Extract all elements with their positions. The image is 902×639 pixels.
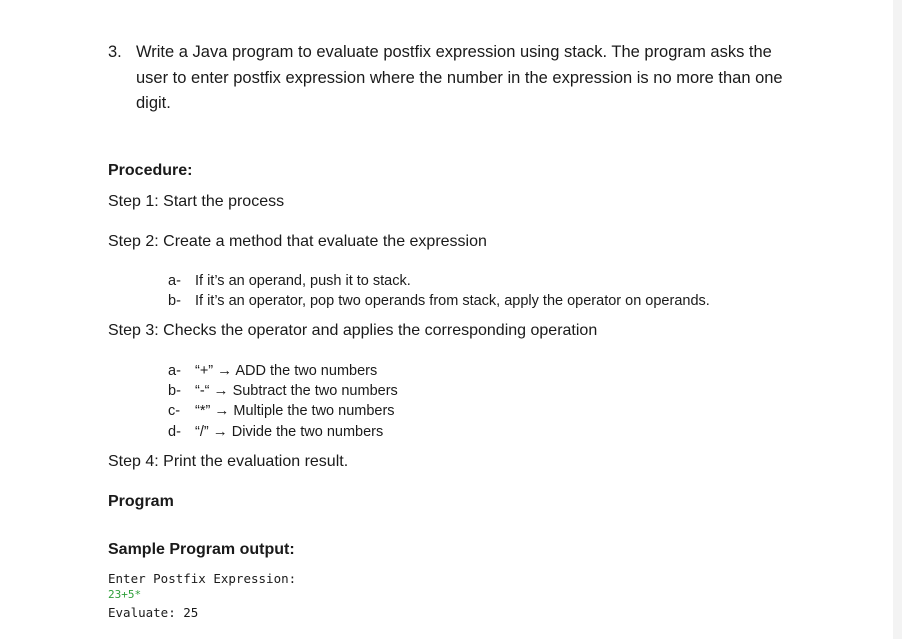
- operator: “+”: [195, 363, 214, 379]
- item-label: b-: [168, 383, 181, 399]
- item-text: Subtract the two numbers: [232, 383, 398, 399]
- question-3: [108, 40, 808, 117]
- arrow-right-icon: →: [212, 423, 228, 440]
- question-number: 3.: [108, 43, 122, 61]
- question-text: Write a Java program to evaluate postfix expression using stack. The program asks the user to enter postfix expression where the number in the expression is no more than one digit.: [136, 43, 783, 112]
- step-3-item-c: [168, 402, 395, 419]
- item-label: c-: [168, 403, 181, 419]
- item-text: ADD the two numbers: [235, 363, 378, 379]
- item-text: Multiple the two numbers: [233, 403, 395, 419]
- item-text: If it’s an operator, pop two operands from stack, apply the operator on operands.: [195, 293, 710, 309]
- step-4: Step 4: Print the evaluation result.: [108, 453, 349, 470]
- program-heading: Program: [108, 493, 174, 510]
- arrow-right-icon: →: [217, 362, 233, 379]
- console-input: 23+5*: [108, 588, 142, 601]
- sample-output-heading: Sample Program output:: [108, 541, 295, 558]
- arrow-right-icon: →: [213, 382, 229, 399]
- arrow-right-icon: →: [214, 402, 230, 419]
- procedure-heading: Procedure:: [108, 162, 193, 179]
- item-label: a-: [168, 273, 181, 289]
- step-2-item-b: [168, 293, 710, 309]
- step-2: Step 2: Create a method that evaluate the expression: [108, 233, 487, 250]
- item-text: Divide the two numbers: [231, 424, 384, 440]
- item-label: a-: [168, 363, 181, 379]
- step-3-item-a: [168, 362, 377, 379]
- item-label: b-: [168, 293, 181, 309]
- item-text: If it’s an operand, push it to stack.: [195, 273, 411, 289]
- operator: “-“: [195, 383, 210, 399]
- console-result: Evaluate: 25: [108, 605, 199, 620]
- operator: “/”: [195, 424, 209, 440]
- console-prompt: Enter Postfix Expression:: [108, 571, 297, 586]
- step-1: Step 1: Start the process: [108, 193, 285, 210]
- item-label: d-: [168, 424, 181, 440]
- step-3-item-d: [168, 423, 383, 440]
- step-2-item-a: [168, 273, 411, 289]
- step-3-item-b: [168, 382, 398, 399]
- operator: “*”: [195, 403, 211, 419]
- step-3: Step 3: Checks the operator and applies the corresponding operation: [108, 322, 598, 339]
